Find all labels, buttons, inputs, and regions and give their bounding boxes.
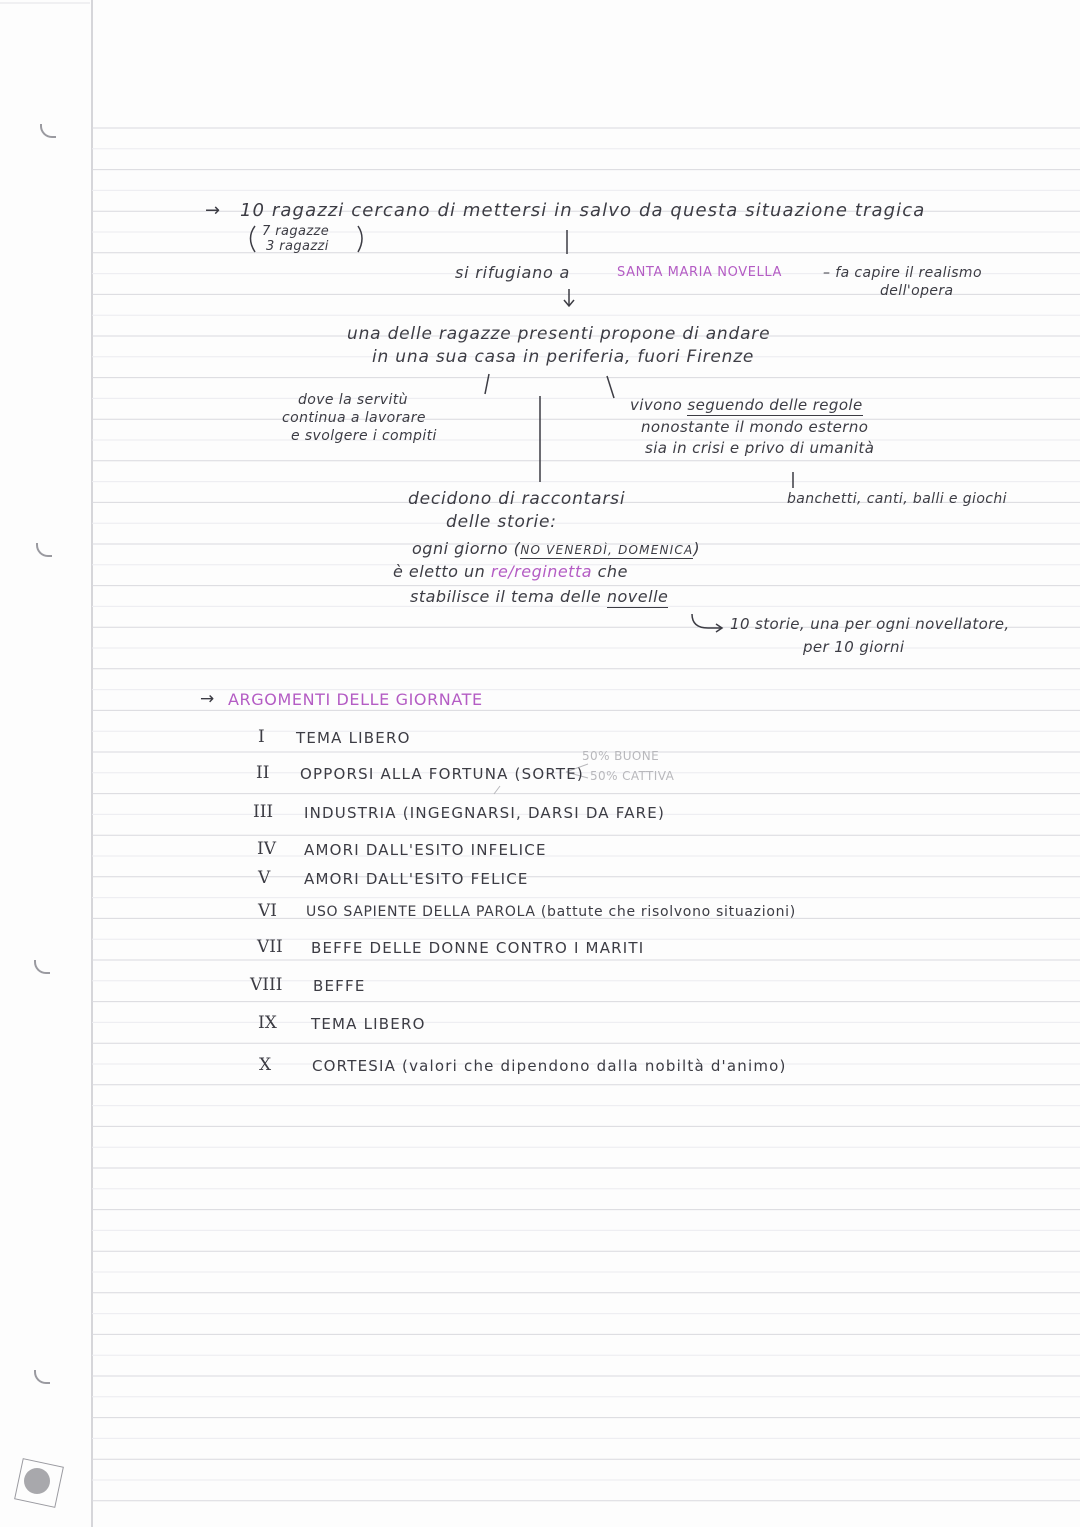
- intro-line: 10 ragazzi cercano di mettersi in salvo da questa situazione tragica: [240, 200, 926, 221]
- day-topic: TEMA LIBERO: [311, 1015, 426, 1033]
- fortune-note-good: 50% BUONE: [582, 749, 660, 763]
- no-friday-sunday: NO VENERDÌ, DOMENICA: [520, 543, 694, 557]
- proposal-line-1: una delle ragazze presenti propone di andare: [347, 324, 771, 344]
- refuge-prefix: si rifugiano a: [455, 263, 571, 282]
- proposal-line-2: in una sua casa in periferia, fuori Firenze: [372, 347, 755, 367]
- day-numeral: I: [258, 727, 265, 747]
- king-queen: re/reginetta: [490, 562, 593, 581]
- refuge-place: SANTA MARIA NOVELLA: [617, 265, 782, 280]
- ten-stories-line-2: per 10 giorni: [803, 638, 905, 656]
- day-topic: AMORI DALL'ESITO INFELICE: [304, 841, 547, 859]
- day-topic: CORTESIA (valori che dipendono dalla nobiltà d'animo): [312, 1057, 787, 1075]
- rules-line-1: [630, 398, 863, 413]
- ten-stories-line-1: 10 storie, una per ogni novellatore,: [730, 615, 1010, 633]
- group-girls: 7 ragazze: [262, 224, 330, 239]
- stories-line-5-prefix: stabilisce il tema delle: [410, 587, 602, 606]
- stories-line-3-prefix: ogni giorno (: [412, 539, 521, 558]
- day-topic: INDUSTRIA (INGEGNARSI, DARSI DA FARE): [304, 804, 666, 822]
- day-numeral: VII: [257, 937, 283, 957]
- day-numeral: X: [259, 1055, 272, 1075]
- section-title: ARGOMENTI DELLE GIORNATE: [228, 690, 483, 709]
- day-numeral: V: [258, 868, 271, 888]
- rules-underlined: seguendo delle regole: [687, 396, 863, 414]
- stories-line-4-prefix: è eletto un: [393, 562, 486, 581]
- realism-note-1: – fa capire il realismo: [823, 265, 982, 281]
- day-numeral: III: [253, 802, 274, 822]
- rules-line-3: sia in crisi e privo di umanità: [645, 439, 875, 457]
- stories-line-3: [412, 541, 700, 557]
- day-topic: BEFFE: [313, 977, 366, 995]
- stories-line-4: [393, 564, 628, 580]
- activities: banchetti, canti, balli e giochi: [787, 491, 1007, 507]
- day-numeral: VI: [258, 901, 277, 921]
- servants-line-3: e svolgere i compiti: [291, 428, 437, 444]
- stories-line-1: decidono di raccontarsi: [408, 489, 626, 509]
- day-numeral: II: [256, 763, 270, 783]
- rules-line-2: nonostante il mondo esterno: [641, 418, 869, 436]
- day-topic: TEMA LIBERO: [296, 729, 411, 747]
- section-arrow: →: [200, 689, 215, 709]
- stories-line-3-suffix: ): [693, 539, 701, 558]
- day-numeral: VIII: [250, 975, 283, 995]
- day-topic: OPPORSI ALLA FORTUNA (SORTE): [300, 765, 584, 783]
- stories-line-2: delle storie:: [446, 512, 557, 532]
- servants-line-2: continua a lavorare: [282, 410, 426, 426]
- novelle-word: novelle: [606, 587, 669, 606]
- day-topic: USO SAPIENTE DELLA PAROLA (battute che risolvono situazioni): [306, 904, 796, 920]
- fortune-note-bad: 50% CATTIVA: [590, 769, 675, 783]
- day-topic: BEFFE DELLE DONNE CONTRO I MARITI: [311, 939, 645, 957]
- day-topic: AMORI DALL'ESITO FELICE: [304, 870, 529, 888]
- stories-line-4-suffix: che: [597, 562, 628, 581]
- group-boys: 3 ragazzi: [266, 239, 329, 254]
- realism-note-2: dell'opera: [880, 283, 954, 299]
- servants-line-1: dove la servitù: [298, 392, 408, 408]
- rules-prefix: vivono: [630, 396, 683, 414]
- intro-arrow: →: [205, 200, 221, 221]
- day-numeral: IX: [258, 1013, 277, 1033]
- day-numeral: IV: [257, 839, 276, 859]
- stories-line-5: [410, 589, 668, 605]
